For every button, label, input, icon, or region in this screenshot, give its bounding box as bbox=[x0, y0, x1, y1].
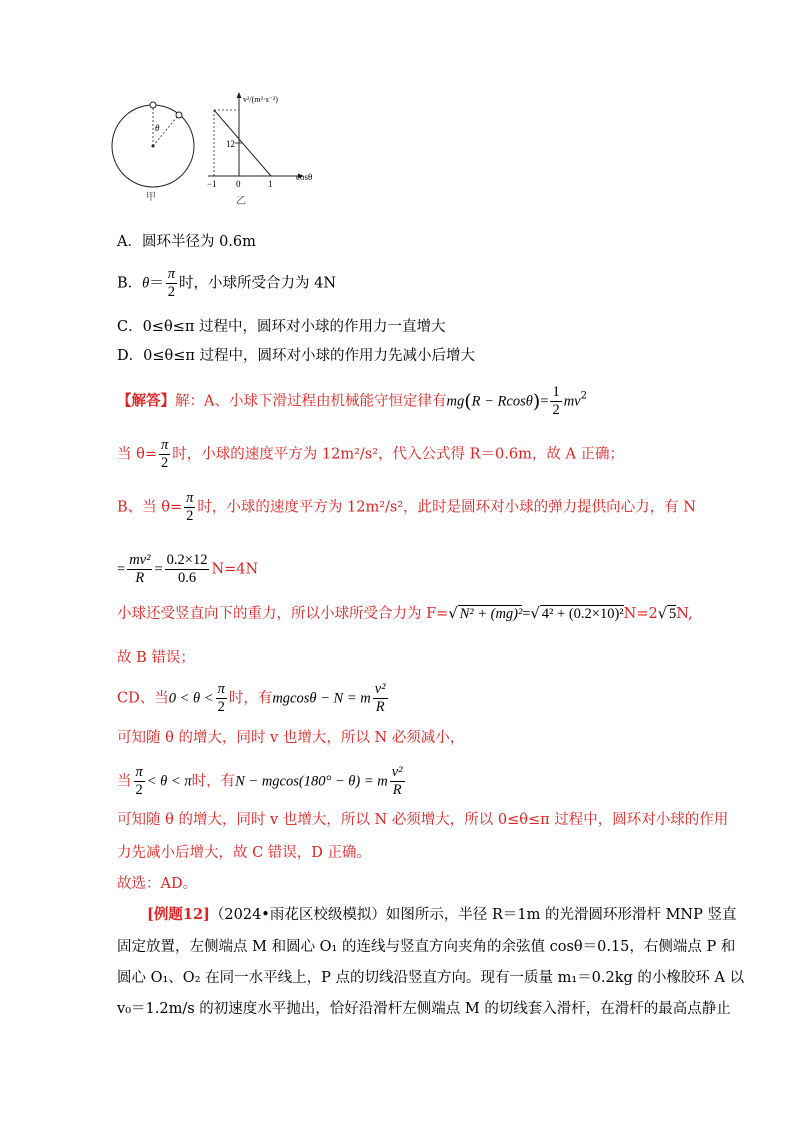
answer-line-3-den: 2 bbox=[186, 508, 194, 524]
answer-line-9-pre: 当 bbox=[117, 773, 132, 790]
tick-1: 1 bbox=[268, 179, 273, 189]
answer-line-4-eq1: = bbox=[117, 561, 126, 578]
answer-line-5-sqrt-1: N² + (mg)² bbox=[459, 606, 523, 622]
answer-line-5: 小球还受竖直向下的重力，所以小球所受合力为 F=√ N² + (mg)²=√ 4² + (0.2×10)²N=2√ 5N, bbox=[117, 606, 693, 622]
example-line-2: 固定放置，左侧端点 M 和圆心 O₁ 的连线与竖直方向夹角的余弦值 cosθ＝0.15，右侧端点 P 和 bbox=[117, 939, 736, 955]
answer-line-4-post: N=4N bbox=[211, 561, 259, 578]
answer-line-4-fraction-1 bbox=[127, 552, 152, 587]
option-d: D．0≤θ≤π 过程中，圆环对小球的作用力先减小后增大 bbox=[117, 348, 476, 364]
circle-diagram bbox=[112, 102, 194, 187]
answer-line-5-unit: N, bbox=[676, 606, 693, 622]
answer-line-3-fraction bbox=[184, 490, 195, 525]
x-axis-label: cosθ bbox=[296, 172, 313, 182]
option-b-eq: ＝ bbox=[149, 275, 164, 292]
example-line-1-text: （2024•雨花区校级模拟）如图所示，半径 R＝1m 的光滑圆环形滑杆 MNP 竖直 bbox=[209, 907, 737, 923]
answer-line-9-num: π bbox=[135, 764, 143, 780]
option-b-suffix: 时，小球所受合力为 4N bbox=[179, 275, 337, 292]
theta-label: θ bbox=[155, 123, 160, 133]
answer-line-9-den: 2 bbox=[135, 782, 143, 798]
answer-line-9-fraction bbox=[134, 764, 145, 799]
answer-line-1-frac-num: 1 bbox=[552, 384, 560, 400]
option-b-fraction bbox=[166, 266, 177, 301]
answer-line-4-frac1-den: R bbox=[135, 570, 145, 586]
answer-line-7-frac-den: R bbox=[375, 699, 385, 715]
answer-line-7 bbox=[117, 681, 390, 716]
tick-neg1: −1 bbox=[207, 179, 217, 189]
answer-line-3-pre: B、当 θ= bbox=[117, 499, 183, 516]
answer-line-4-frac1-num: mv² bbox=[129, 552, 151, 568]
answer-line-4-frac2-num: 0.2×12 bbox=[166, 552, 208, 568]
answer-line-9 bbox=[117, 764, 407, 799]
tick-12: 12 bbox=[226, 139, 235, 149]
answer-line-1-mv: mv bbox=[563, 393, 581, 410]
answer-tag: 【解答】 bbox=[117, 392, 175, 410]
option-b bbox=[117, 266, 336, 301]
answer-line-4 bbox=[117, 552, 258, 587]
answer-line-9-frac-num: v² bbox=[391, 764, 403, 780]
answer-line-1-inner: R − Rcosθ bbox=[471, 393, 533, 410]
answer-line-1-fraction bbox=[550, 384, 561, 419]
answer-line-2 bbox=[117, 437, 624, 472]
example-line-1 bbox=[147, 905, 736, 925]
option-b-num: π bbox=[167, 266, 176, 282]
answer-line-5-sqrt-2: 4² + (0.2×10)² bbox=[541, 606, 624, 622]
y-axis-label: v²/(m²·s⁻²) bbox=[243, 95, 278, 104]
example-line-3: 圆心 O₁、O₂ 在同一水平线上，P 点的切线沿竖直方向。现有一质量 m₁＝0.2kg 的小橡胶环 A 以 bbox=[117, 970, 745, 986]
answer-line-7-fraction bbox=[216, 681, 227, 716]
answer-line-9-eq: N − mgcos(180° − θ) = m bbox=[235, 773, 388, 790]
answer-line-9-mid: 时，有 bbox=[191, 773, 236, 790]
answer-line-7-den: 2 bbox=[217, 699, 225, 715]
answer-line-2-pre: 当 θ= bbox=[117, 446, 157, 463]
answer-line-9-ineq: < θ < π bbox=[146, 773, 192, 790]
answer-line-4-eq2: = bbox=[154, 561, 163, 578]
answer-line-2-post: 时，小球的速度平方为 12m²/s²，代入公式得 R＝0.6m，故 A 正确； bbox=[172, 446, 625, 463]
answer-line-5-post: N=2 bbox=[623, 606, 658, 622]
answer-line-7-eq: mgcosθ − N = m bbox=[272, 690, 371, 707]
answer-choice: 故选：AD。 bbox=[117, 876, 198, 892]
answer-line-6: 故 B 错误； bbox=[117, 650, 195, 666]
answer-line-7-mid: 时，有 bbox=[228, 690, 273, 707]
answer-line-7-num: π bbox=[217, 681, 225, 697]
graph-diagram bbox=[207, 92, 312, 189]
option-c: C．0≤θ≤π 过程中，圆环对小球的作用力一直增大 bbox=[117, 319, 446, 335]
answer-line-2-num: π bbox=[161, 437, 169, 453]
answer-line-3 bbox=[117, 490, 696, 525]
answer-line-7-frac-num: v² bbox=[374, 681, 386, 697]
answer-line-11: 力先减小后增大，故 C 错误，D 正确。 bbox=[117, 845, 372, 861]
answer-line-3-post: 时，小球的速度平方为 12m²/s²，此时是圆环对小球的弹力提供向心力，有 N bbox=[197, 499, 696, 516]
option-b-prefix: B． bbox=[117, 275, 143, 292]
tick-0: 0 bbox=[236, 179, 241, 189]
answer-line-5-eq: = bbox=[522, 606, 531, 622]
answer-line-1: 【解答】解：A、小球下滑过程由机械能守恒定律有mg(R − Rcosθ)= $\frac{1}{2}$ $mv^2$ bbox=[117, 384, 587, 418]
answer-line-1-mg: mg bbox=[446, 393, 465, 410]
answer-line-8: 可知随 θ 的增大，同时 v 也增大，所以 N 必须减小， bbox=[117, 730, 465, 746]
answer-line-10: 可知随 θ 的增大，同时 v 也增大，所以 N 必须增大，所以 0≤θ≤π 过程中，圆环对小球的作用 bbox=[117, 812, 729, 828]
answer-line-1-eq: = bbox=[540, 393, 549, 410]
answer-line-2-fraction bbox=[159, 437, 170, 472]
figure-label-yi: 乙 bbox=[236, 196, 246, 207]
answer-line-4-frac2-den: 0.6 bbox=[177, 570, 197, 586]
answer-line-9-frac-den: R bbox=[392, 782, 402, 798]
problem-figure bbox=[100, 86, 330, 211]
option-b-den: 2 bbox=[167, 284, 176, 300]
option-b-theta: θ bbox=[142, 275, 150, 292]
figure-label-jia: 甲 bbox=[146, 192, 156, 203]
example-line-4: v₀＝1.2m/s 的初速度水平抛出，恰好沿滑杆左侧端点 M 的切线套入滑杆，在滑杆的最高点静止 bbox=[117, 1001, 731, 1017]
answer-line-1-text: 解：A、小球下滑过程由机械能守恒定律有 bbox=[175, 393, 447, 410]
example-label: [例题12] bbox=[147, 906, 210, 923]
answer-line-2-den: 2 bbox=[161, 455, 169, 471]
answer-line-7-fraction-2 bbox=[373, 681, 388, 716]
option-a: A．圆环半径为 0.6m bbox=[117, 234, 256, 250]
answer-line-4-fraction-2 bbox=[165, 552, 210, 587]
answer-line-1-frac-den: 2 bbox=[552, 402, 560, 418]
answer-line-5-pre: 小球还受竖直向下的重力，所以小球所受合力为 F= bbox=[117, 606, 449, 622]
answer-line-7-pre: CD、当 bbox=[117, 690, 169, 707]
answer-line-7-ineq: 0 < θ < bbox=[168, 690, 214, 707]
answer-line-9-fraction-2 bbox=[390, 764, 405, 799]
answer-line-5-sqrt-3: 5 bbox=[668, 606, 677, 622]
answer-line-3-num: π bbox=[186, 490, 194, 506]
